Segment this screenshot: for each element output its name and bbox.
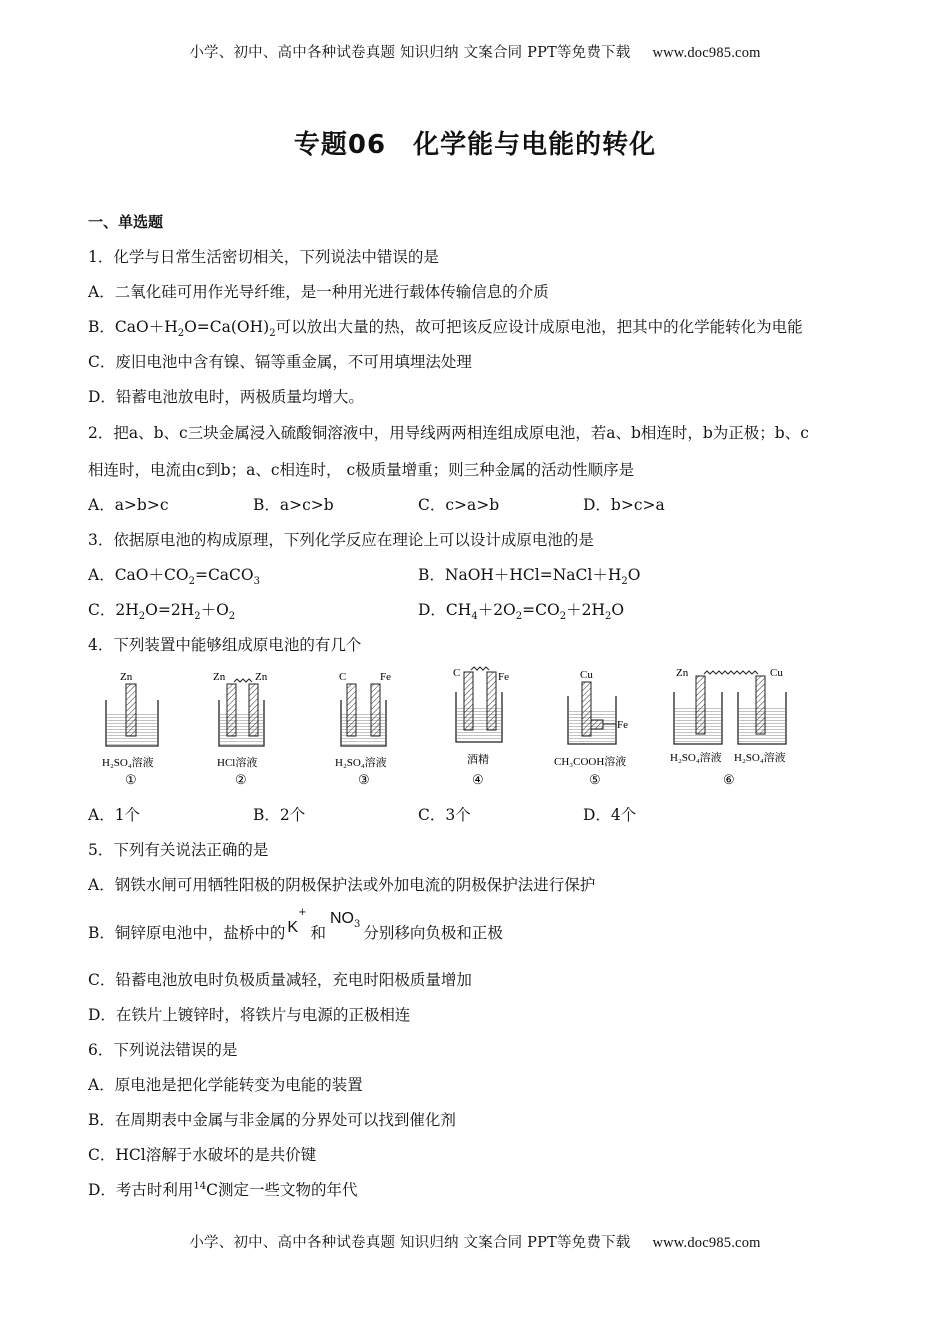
header-text: 小学、初中、高中各种试卷真题 知识归纳 文案合同 PPT等免费下载 — [189, 45, 631, 61]
cell-4-label-left: C — [453, 667, 461, 679]
q3-option-a: A．$CaO+CO_2=CaCO_3$ — [88, 566, 260, 588]
q5-option-d: D．在铁片上镀锌时，将铁片与电源的正极相连 — [88, 1006, 411, 1024]
cell-2-label-left: Zn — [213, 671, 226, 683]
cell-1-number: ① — [125, 772, 137, 787]
cell-6 — [670, 667, 786, 787]
cell-6-label-right: Cu — [770, 667, 783, 679]
cell-4-number: ④ — [472, 772, 484, 787]
q1-option-b: B．$CaO+H_2O=Ca(OH)_2$可以放出大量的热，故可把该反应设计成原电池，把其中的化学能转化为电能 — [88, 318, 803, 340]
q5-option-b: B．铜锌原电池中，盐桥中的 K+和$NO_3$ 分别移向负极和正极 — [88, 906, 503, 942]
page-header — [0, 41, 950, 62]
q1-stem: 1．化学与日常生活密切相关，下列说法中错误的是 — [88, 248, 439, 266]
footer-text: 小学、初中、高中各种试卷真题 知识归纳 文案合同 PPT等免费下载 — [189, 1235, 631, 1251]
q1-option-d: D．铅蓄电池放电时，两极质量均增大。 — [88, 388, 364, 406]
page-footer — [0, 1231, 950, 1252]
q3-option-c: C．$2H_2O=2H_2+O_2$ — [88, 601, 236, 623]
cell-2-label-right: Zn — [255, 671, 268, 683]
cell-5-number: ⑤ — [589, 772, 601, 787]
cell-3-label-right: Fe — [380, 671, 391, 683]
q3-option-d: D．$CH_4+2O_2=CO_2+2H_2O$ — [418, 601, 625, 623]
q4-option-c: C．3个 — [418, 806, 471, 824]
cell-5-label-side: Fe — [617, 719, 628, 731]
cell-6-solution-left: H₂SO₄溶液 — [670, 752, 722, 764]
cell-2-number: ② — [235, 772, 247, 787]
cell-5-solution: CH₃COOH溶液 — [554, 756, 627, 768]
q4-stem: 4．下列装置中能够组成原电池的有几个 — [88, 636, 362, 654]
q6-option-a: A．原电池是把化学能转变为电能的装置 — [88, 1076, 363, 1094]
q4-option-d: D．4个 — [583, 806, 637, 824]
cell-1 — [102, 671, 158, 787]
q1-option-c: C．废旧电池中含有镍、镉等重金属，不可用填埋法处理 — [88, 353, 472, 371]
footer-url[interactable]: www.doc985.com — [652, 1235, 761, 1251]
q6-stem: 6．下列说法错误的是 — [88, 1041, 238, 1059]
q2-option-c: C．c>a>b — [418, 496, 500, 514]
cell-3-label-left: C — [339, 671, 347, 683]
cell-1-solution: H₂SO₄溶液 — [102, 757, 154, 769]
cell-5 — [554, 669, 628, 787]
galvanic-cells-figure — [96, 662, 806, 792]
q2-option-a: A．a>b>c — [88, 496, 169, 514]
q3-stem: 3．依据原电池的构成原理，下列化学反应在理论上可以设计成原电池的是 — [88, 531, 594, 549]
q6-option-d: D．考古时利用$^{14}$C测定一些文物的年代 — [88, 1180, 358, 1199]
cell-2-solution: HCl溶液 — [217, 757, 258, 769]
cell-5-label-top: Cu — [580, 669, 593, 681]
q6-option-b: B．在周期表中金属与非金属的分界处可以找到催化剂 — [88, 1111, 456, 1129]
q1-option-a: A．二氧化硅可用作光导纤维，是一种用光进行载体传输信息的介质 — [88, 283, 549, 301]
q4-option-a: A．1个 — [88, 806, 141, 824]
q2-option-d: D．b>c>a — [583, 496, 665, 514]
cell-3-number: ③ — [358, 772, 370, 787]
q5-option-a: A．钢铁水闸可用牺牲阳极的阴极保护法或外加电流的阴极保护法进行保护 — [88, 876, 596, 894]
q2-stem-2: 相连时，电流由c到b；a、c相连时， c极质量增重；则三种金属的活动性顺序是 — [88, 461, 635, 479]
cell-4-solution: 酒精 — [467, 754, 489, 766]
cell-4 — [453, 667, 509, 787]
header-url[interactable]: www.doc985.com — [652, 45, 761, 61]
q2-option-b: B．a>c>b — [253, 496, 334, 514]
cell-1-electrode-label: Zn — [120, 671, 133, 683]
page-title: 专题06 化学能与电能的转化 — [293, 130, 657, 160]
q5-option-c: C．铅蓄电池放电时负极质量减轻，充电时阳极质量增加 — [88, 971, 472, 989]
cell-6-solution-right: H₂SO₄溶液 — [734, 752, 786, 764]
q2-stem-1: 2．把a、b、c三块金属浸入硫酸铜溶液中，用导线两两相连组成原电池，若a、b相连时，b为正极；b、c — [88, 424, 809, 442]
q5-stem: 5．下列有关说法正确的是 — [88, 841, 269, 859]
cell-6-number: ⑥ — [723, 772, 735, 787]
q4-option-b: B．2个 — [253, 806, 306, 824]
cell-3 — [335, 671, 391, 787]
q6-option-c: C．HCl溶解于水破坏的是共价键 — [88, 1146, 317, 1164]
cell-6-label-left: Zn — [676, 667, 689, 679]
section-heading: 一、单选题 — [88, 213, 164, 231]
q3-option-b: B．$NaOH+HCl=NaCl+H_2O$ — [418, 566, 641, 588]
cell-4-label-right: Fe — [498, 671, 509, 683]
cell-2 — [213, 671, 268, 787]
cell-3-solution: H₂SO₄溶液 — [335, 757, 387, 769]
